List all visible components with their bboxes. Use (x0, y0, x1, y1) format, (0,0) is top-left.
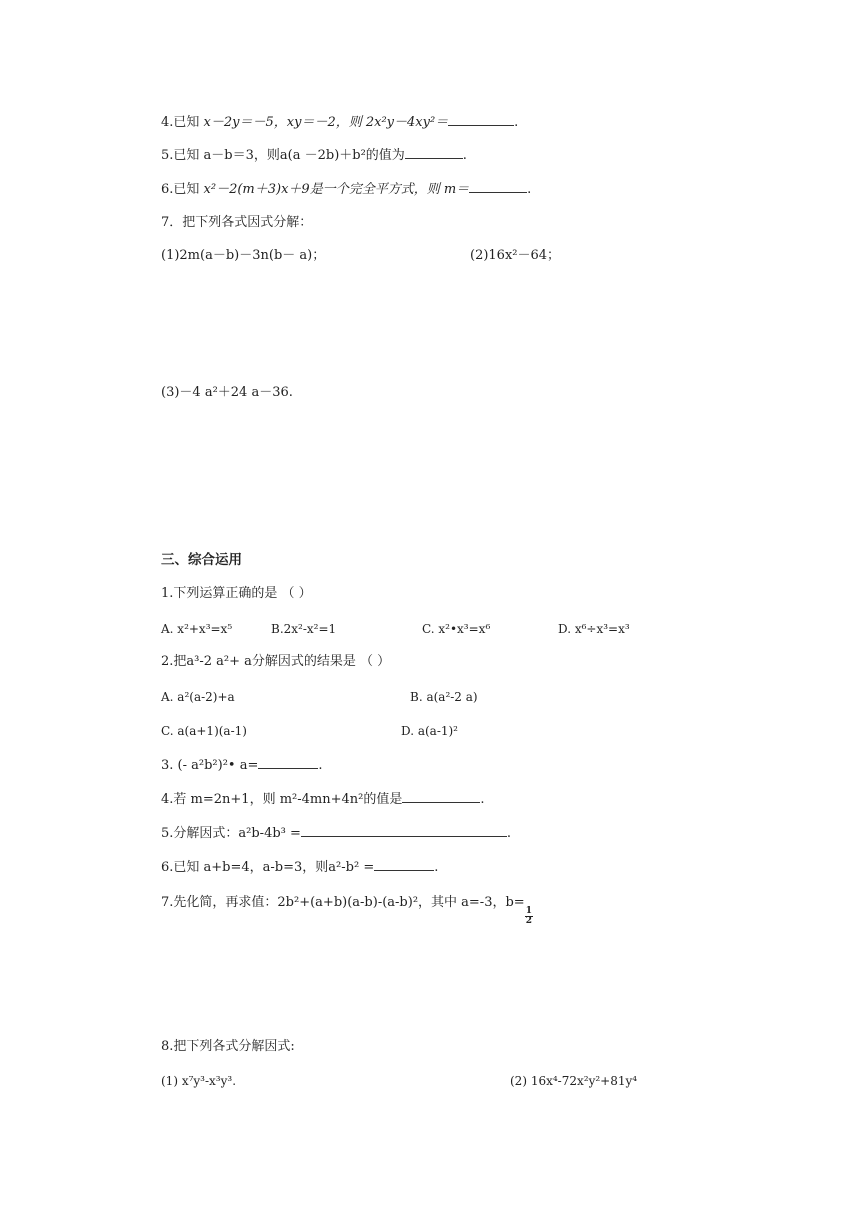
q5-end: . (462, 148, 467, 163)
s3-question-6 (161, 858, 438, 877)
s3-q3-text: 3. (- a²b²)²• a= (161, 758, 259, 773)
s3-q1-option-b[interactable]: B.2x²-x²=1 (271, 622, 337, 636)
s3-q5-text: 5.分解因式：a²b-4b³ = (161, 826, 301, 841)
q5-prefix: 5.已知 (161, 148, 204, 163)
question-7-title: 7．把下列各式因式分解： (161, 215, 313, 230)
s3-q4-end: . (480, 792, 485, 807)
s3-q2-option-a[interactable]: A. a²(a-2)+a (161, 690, 235, 704)
question-7-part-3: (3)－4 a²＋24 a－36. (161, 385, 293, 400)
s3-question-8-part-2: (2) 16x⁴-72x²y²+81y⁴ (510, 1074, 638, 1088)
s3-q3-end: . (318, 758, 323, 773)
question-7-part-1: (1)2m(a－b)－3n(b－ a)； (161, 248, 326, 263)
question-7-part-2: (2)16x²－64； (470, 248, 561, 263)
s3-q4-text: 4.若 m=2n+1，则 m²-4mn+4n²的值是 (161, 792, 403, 807)
s3-q2-option-b[interactable]: B. a(a²-2 a) (410, 690, 478, 704)
fraction-numerator: 1 (525, 906, 532, 916)
s3-q2-option-d[interactable]: D. a(a-1)² (401, 724, 458, 738)
q6-answer-blank[interactable] (469, 180, 527, 193)
q4-end: . (514, 115, 519, 130)
q6-text: x²－2(m＋3)x＋9是一个完全平方式，则 m＝ (203, 182, 470, 197)
s3-question-8-title: 8.把下列各式分解因式: (161, 1039, 295, 1054)
s3-question-4 (161, 790, 485, 809)
question-5 (161, 146, 467, 165)
question-6 (161, 180, 531, 199)
s3-question-5 (161, 824, 511, 843)
q4-text: x－2y＝－5，xy＝－2，则 2x²y－4xy²＝ (203, 115, 449, 130)
q4-prefix: 4.已知 (161, 115, 204, 130)
fraction-denominator: 2 (525, 916, 532, 926)
s3-q1-option-c[interactable]: C. x²•x³=x⁶ (422, 622, 491, 636)
s3-question-7 (161, 894, 533, 926)
s3-q4-answer-blank[interactable] (402, 790, 480, 803)
s3-question-1-stem: 1.下列运算正确的是 （ ） (161, 586, 312, 601)
s3-q5-answer-blank[interactable] (301, 824, 507, 837)
s3-q6-answer-blank[interactable] (374, 858, 434, 871)
q6-end: . (527, 182, 532, 197)
s3-question-2-stem: 2.把a³-2 a²+ a分解因式的结果是 （ ） (161, 654, 391, 669)
s3-q3-answer-blank[interactable] (258, 756, 318, 769)
s3-q6-end: . (434, 860, 439, 875)
q5-answer-blank[interactable] (405, 146, 463, 159)
s3-q2-option-c[interactable]: C. a(a+1)(a-1) (161, 724, 247, 738)
s3-question-3 (161, 756, 323, 775)
s3-q1-option-d[interactable]: D. x⁶÷x³=x³ (558, 622, 630, 636)
q6-prefix: 6.已知 (161, 182, 204, 197)
fraction-one-half (525, 907, 533, 926)
q5-text: a－b＝3，则a(a －2b)＋b²的值为 (203, 148, 405, 163)
s3-q7-text: 7.先化简，再求值：2b²+(a+b)(a-b)-(a-b)²，其中 a=-3，b= (161, 895, 525, 910)
s3-question-8-part-1: (1) x⁷y³-x³y³. (161, 1074, 237, 1088)
s3-q6-text: 6.已知 a+b=4，a-b=3，则a²-b² = (161, 860, 375, 875)
s3-q1-option-a[interactable]: A. x²+x³=x⁵ (161, 622, 233, 636)
q4-answer-blank[interactable] (448, 113, 514, 126)
s3-q5-end: . (506, 826, 512, 841)
section-heading: 三、综合运用 (161, 552, 242, 568)
question-4 (161, 113, 518, 132)
